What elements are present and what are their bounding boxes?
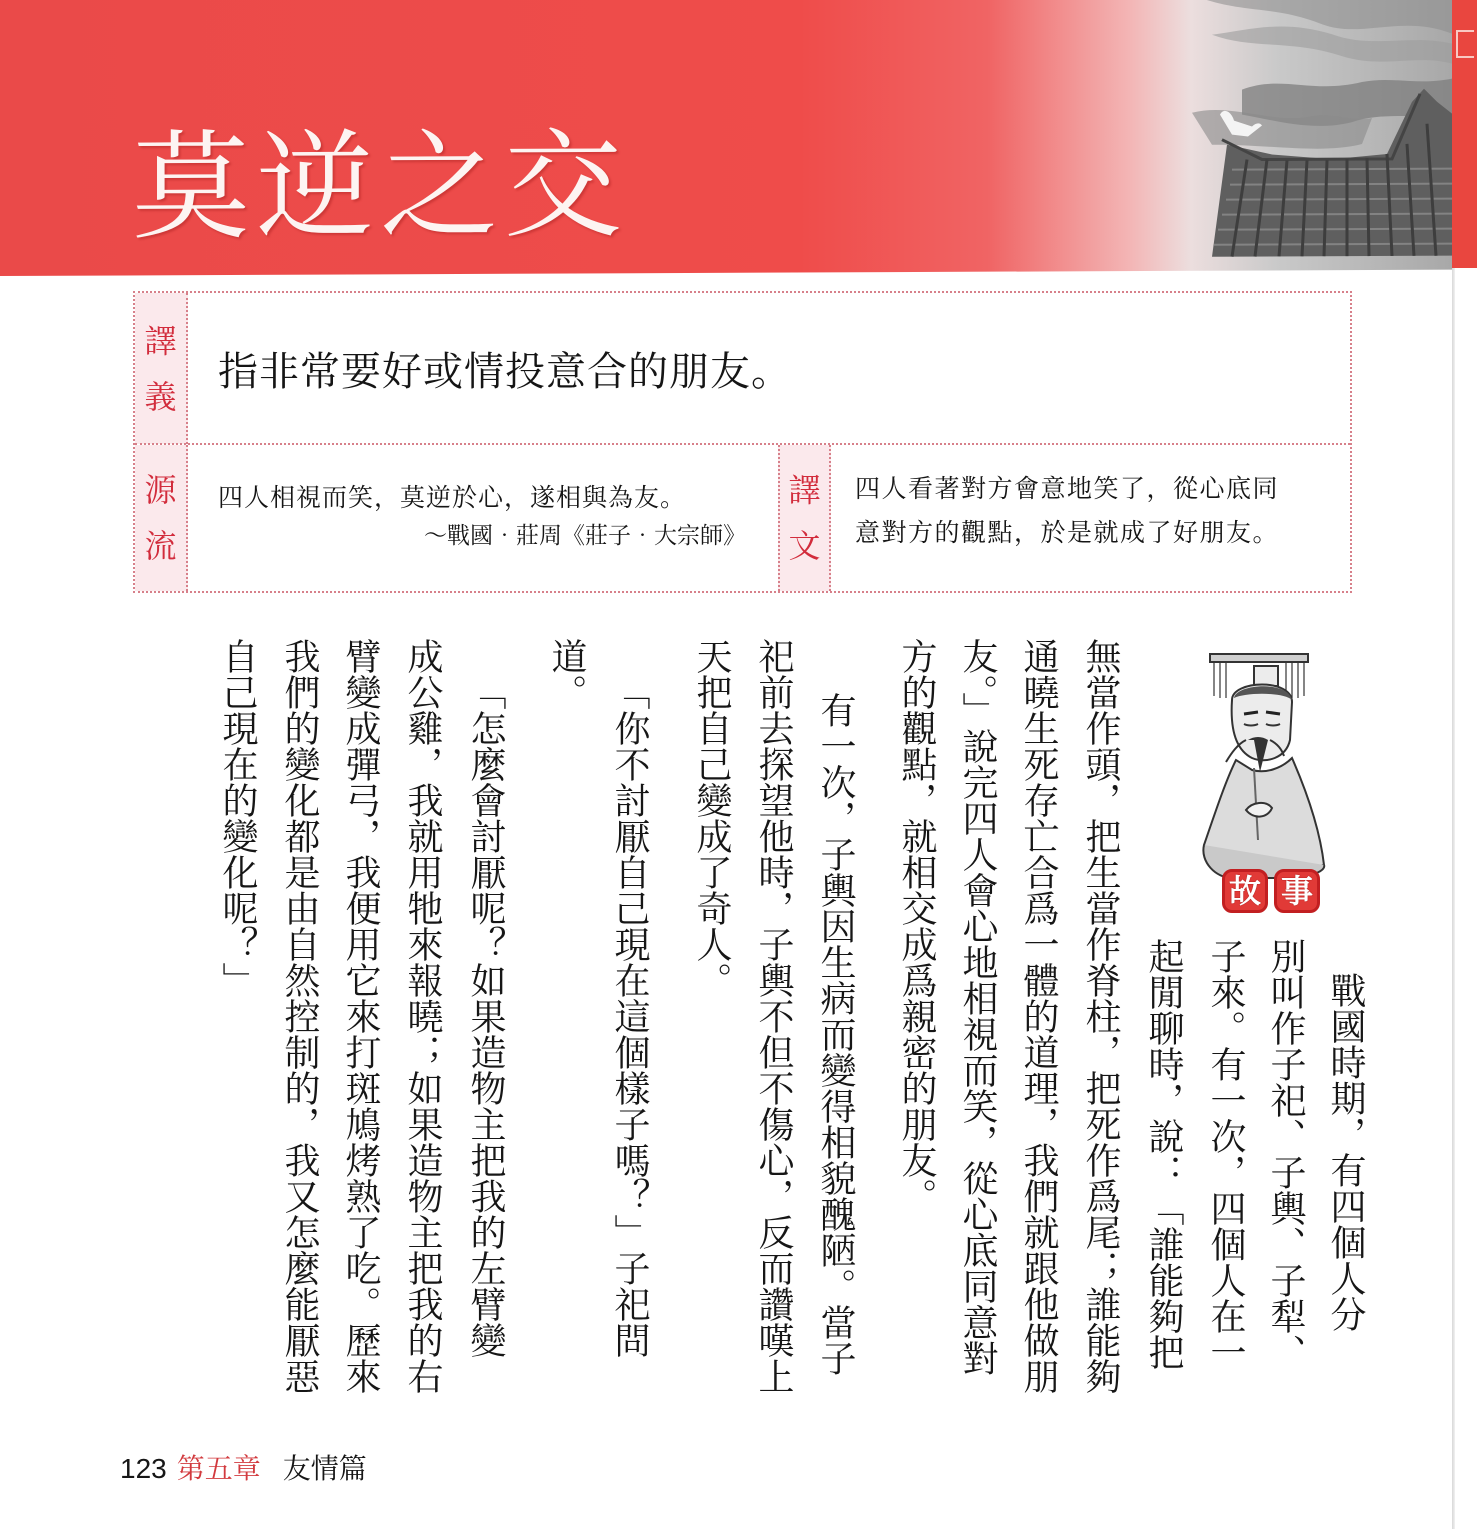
translation-line: 意對方的觀點，於是就成了好朋友。: [855, 518, 1280, 547]
translation-text: [831, 445, 1350, 591]
story-column: 道。: [546, 638, 587, 710]
meaning-text-value: 指非常要好或情投意合的朋友。: [218, 349, 792, 395]
definition-box: [133, 291, 1352, 593]
translation-label-char: 譯: [788, 471, 821, 509]
translation-line: 四人看著對方會意地笑了，從心底同: [855, 474, 1280, 503]
source-label: [135, 445, 188, 591]
story-column: 有一次，子輿因生病而變得相貌醜陋。當子: [815, 656, 856, 1376]
story-column: 天把自己變成了奇人。: [691, 638, 732, 998]
meaning-label-char: 譯: [144, 321, 177, 360]
meaning-label-char: 義: [144, 377, 177, 416]
story-column: 無當作頭，把生當作脊柱，把死作爲尾；誰能夠: [1080, 638, 1121, 1394]
header-band: [0, 0, 1452, 276]
story-column: 通曉生死存亡合爲一體的道理，我們就跟他做朋: [1018, 638, 1059, 1394]
section-label: 友情篇: [282, 1453, 367, 1484]
story-column: 我們的變化都是由自然控制的，我又怎麼能厭惡: [279, 638, 320, 1394]
source-label-char: 源: [144, 471, 177, 509]
meaning-label: [135, 293, 188, 444]
source-label-char: 流: [144, 527, 177, 565]
page-title: 莫逆之交: [132, 116, 629, 257]
temple-roof-painting-icon: [1152, 0, 1452, 271]
story-column: 友。」說完四人會心地相視而笑，從心底同意對: [957, 638, 998, 1376]
meaning-text: [188, 293, 1352, 444]
story-column: 起閒聊時，說：「誰能夠把: [1143, 938, 1184, 1370]
story-column: 成公雞，我就用牠來報曉；如果造物主把我的右: [402, 638, 443, 1394]
story-column: 子來。有一次，四個人在一: [1205, 938, 1246, 1370]
story-badge-char: 事: [1274, 869, 1320, 913]
story-column: 戰國時期，有四個人分: [1325, 936, 1366, 1332]
page-spine: [1452, 268, 1455, 1529]
story-column: 臂變成彈弓，我便用它來打斑鳩烤熟了吃。歷來: [340, 638, 381, 1394]
source-text: 四人相視而笑，莫逆於心，遂相與為友。: [218, 483, 687, 512]
page-number: 123: [120, 1453, 167, 1484]
story-text: [200, 636, 1380, 1416]
page-edge-tab: [1452, 0, 1477, 268]
story-column: 「怎麼會討厭呢？如果造物主把我的左臂變: [465, 656, 506, 1358]
story-column: 別叫作子祀、子輿、子犁、: [1265, 938, 1306, 1370]
translation-label-char: 文: [788, 527, 821, 565]
page-footer: [120, 1447, 367, 1483]
story-column: 祀前去探望他時，子輿不但不傷心，反而讚嘆上: [753, 638, 794, 1394]
story-column: 方的觀點，就相交成爲親密的朋友。: [896, 638, 937, 1214]
translation-label: [778, 445, 831, 591]
story-column: 自己現在的變化呢？」: [217, 638, 258, 998]
source-citation: ～戰國‧莊周《莊子‧大宗師》: [424, 523, 746, 549]
story-column: 「你不討厭自己現在這個樣子嗎？」子祀問: [609, 656, 650, 1358]
source-quote: [188, 445, 778, 591]
story-badge-char: 故: [1222, 869, 1268, 913]
chapter-label: 第五章: [176, 1453, 261, 1484]
